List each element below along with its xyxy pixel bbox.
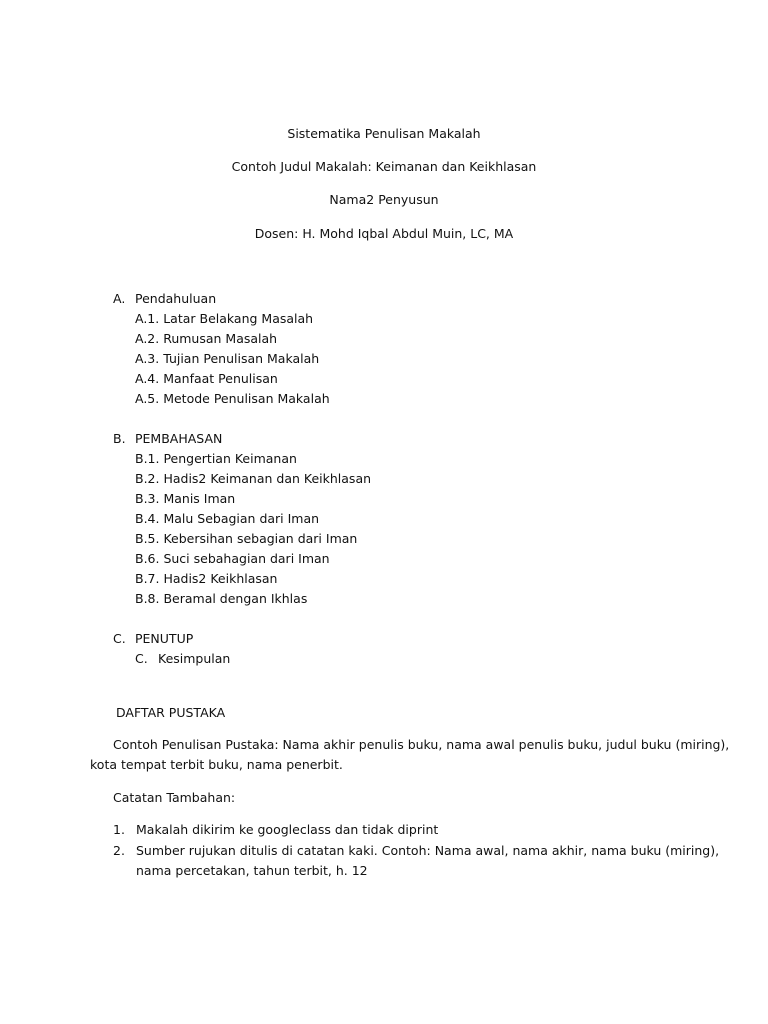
note-2-text-line-2: nama percetakan, tahun terbit, h. 12 <box>136 863 368 878</box>
list-item: A.2. Rumusan Masalah <box>135 331 278 346</box>
section-a-title: Pendahuluan <box>135 291 217 306</box>
notes-heading: Catatan Tambahan: <box>113 790 236 805</box>
list-item: B.7. Hadis2 Keikhlasan <box>135 571 278 586</box>
example-title: Contoh Judul Makalah: Keimanan dan Keikhlasan <box>231 159 537 174</box>
note-1-text: Makalah dikirim ke googleclass dan tidak diprint <box>136 822 439 837</box>
section-b-marker: B. <box>113 431 126 446</box>
list-item: B.6. Suci sebahagian dari Iman <box>135 551 330 566</box>
bibliography-example-line-1: Contoh Penulisan Pustaka: Nama akhir penulis buku, nama awal penulis buku, judul buku (miring), <box>113 737 730 752</box>
note-1-marker: 1. <box>113 822 125 837</box>
note-2-marker: 2. <box>113 843 125 858</box>
list-item: B.4. Malu Sebagian dari Iman <box>135 511 320 526</box>
section-a-marker: A. <box>113 291 126 306</box>
list-item: B.3. Manis Iman <box>135 491 236 506</box>
list-item: A.1. Latar Belakang Masalah <box>135 311 314 326</box>
list-item: A.3. Tujian Penulisan Makalah <box>135 351 320 366</box>
sub-item-marker: C. <box>135 651 148 666</box>
lecturer: Dosen: H. Mohd Iqbal Abdul Muin, LC, MA <box>254 226 514 241</box>
bibliography-example-line-2: kota tempat terbit buku, nama penerbit. <box>90 757 343 772</box>
list-item: Kesimpulan <box>158 651 231 666</box>
list-item: B.2. Hadis2 Keimanan dan Keikhlasan <box>135 471 372 486</box>
note-2-text-line-1: Sumber rujukan ditulis di catatan kaki. Contoh: Nama awal, nama akhir, nama buku (miring), <box>136 843 720 858</box>
list-item: A.5. Metode Penulisan Makalah <box>135 391 330 406</box>
bibliography-heading: DAFTAR PUSTAKA <box>116 705 226 720</box>
list-item: B.1. Pengertian Keimanan <box>135 451 297 466</box>
document-title: Sistematika Penulisan Makalah <box>287 126 481 141</box>
list-item: A.4. Manfaat Penulisan <box>135 371 278 386</box>
section-c-marker: C. <box>113 631 126 646</box>
list-item: B.5. Kebersihan sebagian dari Iman <box>135 531 358 546</box>
list-item: B.8. Beramal dengan Ikhlas <box>135 591 308 606</box>
authors: Nama2 Penyusun <box>329 192 439 207</box>
section-b-title: PEMBAHASAN <box>135 431 223 446</box>
section-c-title: PENUTUP <box>135 631 194 646</box>
